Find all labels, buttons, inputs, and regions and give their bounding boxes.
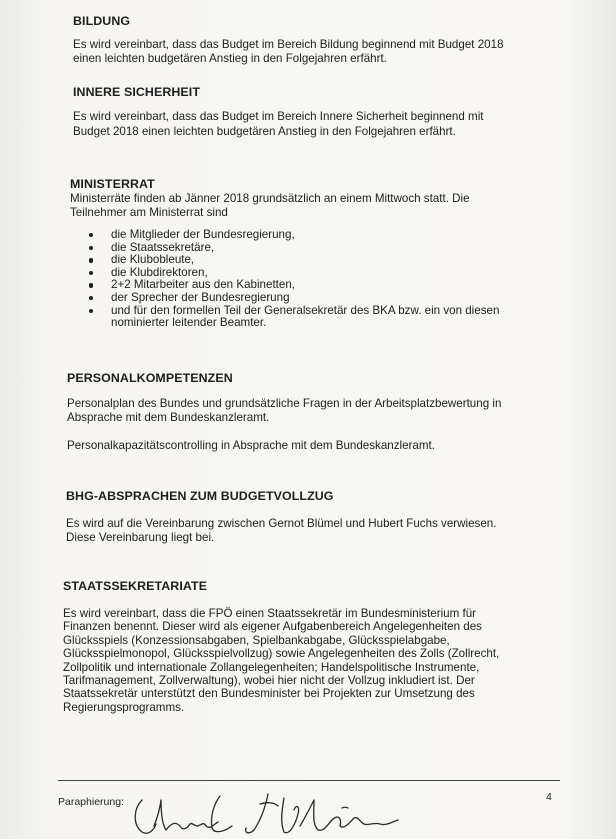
participants-list: [86, 229, 616, 330]
paragraph-line: Es wird auf die Vereinbarung zwischen Gernot Blümel und Hubert Fuchs verwiesen.: [66, 517, 497, 530]
list-item: die Klubobleute,: [86, 254, 616, 267]
paragraph-line: Diese Vereinbarung liegt bei.: [66, 531, 215, 544]
paragraph-line: Ministerräte finden ab Jänner 2018 grundsätzlich an einem Mittwoch statt. Die: [70, 192, 470, 205]
paragraph-line: einen leichten budgetären Anstieg in den Folgejahren erfährt.: [73, 52, 387, 65]
section-bildung: [73, 14, 616, 66]
section-heading: INNERE SICHERHEIT: [73, 85, 200, 99]
section-heading: STAATSSEKRETARIATE: [63, 579, 208, 593]
paragraph-line: Personalplan des Bundes und grundsätzliche Fragen in der Arbeitsplatzbewertung in: [67, 397, 502, 410]
paragraph-line: Regierungsprogramms.: [63, 700, 185, 714]
footer-divider: [58, 780, 560, 781]
section-heading: MINISTERRAT: [70, 177, 155, 191]
paraphierung-label: Paraphierung:: [58, 796, 124, 808]
section-innere-sicherheit: [73, 85, 616, 139]
list-item: die Mitglieder der Bundesregierung,: [86, 229, 616, 242]
section-personalkompetenzen: [67, 371, 616, 453]
paragraph-line: Glücksspielmonopol, Glücksspielvollzug) sowie Angelegenheiten des Zolls (Zollrecht,: [63, 647, 500, 661]
paragraph-line: Absprache mit dem Bundeskanzleramt.: [67, 411, 270, 424]
section-heading: PERSONALKOMPETENZEN: [67, 371, 233, 385]
handwritten-signature: [128, 786, 403, 839]
paragraph-line: Es wird vereinbart, dass das Budget im Bereich Bildung beginnend mit Budget 2018: [73, 38, 504, 51]
paragraph-line: Tarifmanagement, Zollverwaltung), wobei hier nicht der Vollzug inkludiert ist. Der: [63, 674, 475, 688]
paragraph-line: Es wird vereinbart, dass die FPÖ einen Staatssekretär im Bundesministerium für: [63, 607, 477, 620]
paragraph-line: Teilnehmer am Ministerrat sind: [70, 206, 228, 219]
paragraph-line: Zollpolitik und internationale Zollangelegenheiten; Handelspolitische Instrumente,: [63, 660, 480, 674]
section-bhg-absprachen: [66, 489, 616, 545]
list-item: die Staatssekretäre,: [86, 242, 616, 255]
list-item: und für den formellen Teil der Generalsekretär des BKA bzw. ein von diesen nominierter leitender Beamter.: [86, 305, 616, 330]
paragraph-line: Personalkapazitätscontrolling in Absprache mit dem Bundeskanzleramt.: [67, 439, 435, 452]
section-staatssekretariate: [63, 579, 616, 714]
page-number: 4: [546, 791, 552, 803]
list-item: die Klubdirektoren,: [86, 267, 616, 280]
paragraph-line: Glücksspiels (Konzessionsabgaben, Spielbankabgabe, Glücksspielabgabe,: [63, 633, 450, 647]
paragraph-line: Staatssekretär unterstützt den Bundesminister bei Projekten zur Umsetzung des: [63, 687, 475, 701]
paragraph-line: Finanzen benennt. Dieser wird als eigener Aufgabenbereich Angelegenheiten des: [63, 620, 482, 634]
list-item: 2+2 Mitarbeiter aus den Kabinetten,: [86, 279, 616, 292]
section-heading: BHG-ABSPRACHEN ZUM BUDGETVOLLZUG: [66, 489, 334, 503]
section-heading: BILDUNG: [73, 14, 131, 28]
list-item: der Sprecher der Bundesregierung: [86, 292, 616, 305]
paragraph-line: Budget 2018 einen leichten budgetären Anstieg in den Folgejahren erfährt.: [73, 125, 456, 138]
section-ministerrat: [70, 177, 616, 330]
paragraph-line: Es wird vereinbart, dass das Budget im Bereich Innere Sicherheit beginnend mit: [73, 110, 484, 123]
